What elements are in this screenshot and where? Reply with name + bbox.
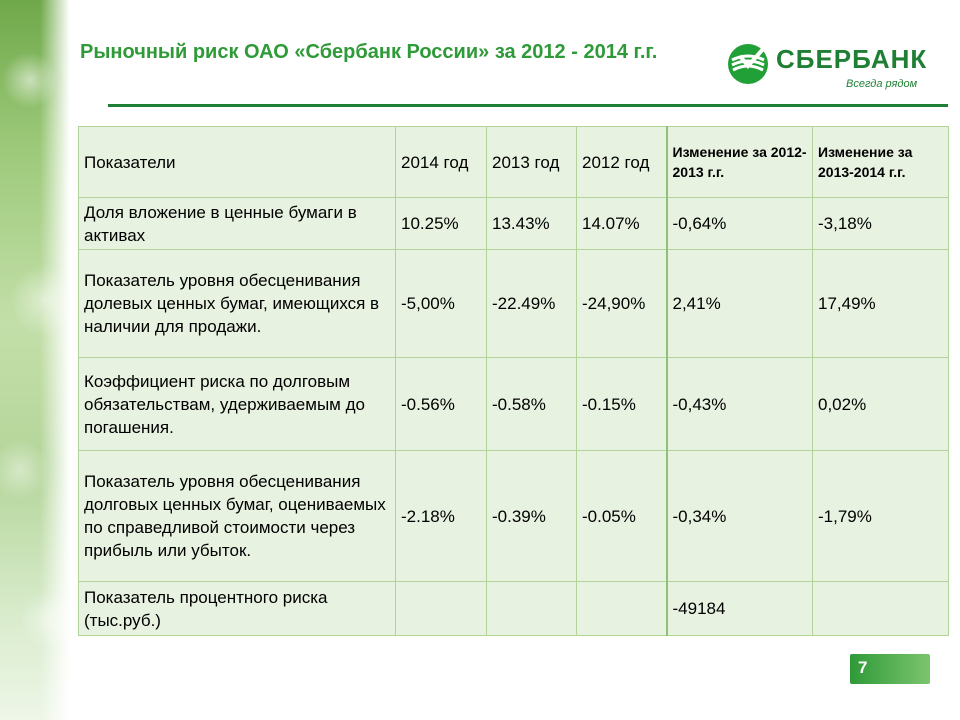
header-cell: Показатели (79, 127, 396, 198)
table-cell (487, 582, 577, 636)
table-cell: -0.56% (396, 358, 487, 451)
sberbank-logo (726, 36, 926, 96)
table-row (79, 451, 949, 582)
table-cell: 14.07% (577, 198, 667, 250)
table-cell: -0.05% (577, 451, 667, 582)
table-row (79, 582, 949, 636)
table-cell: 0,02% (813, 358, 949, 451)
table-cell: Показатель процентного риска (тыс.руб.) (79, 582, 396, 636)
table-cell: -22.49% (487, 250, 577, 358)
table-cell: Доля вложение в ценные бумаги в активах (79, 198, 396, 250)
logo-slogan: Всегда рядом (846, 78, 918, 90)
decorative-leaf-background (0, 0, 70, 720)
table-cell: 13.43% (487, 198, 577, 250)
market-risk-table (78, 126, 949, 636)
table-cell: -0,34% (667, 451, 813, 582)
table-row (79, 358, 949, 451)
table-cell: -5,00% (396, 250, 487, 358)
table-cell: Коэффициент риска по долговым обязательствам, удерживаемым до погашения. (79, 358, 396, 451)
table-row (79, 198, 949, 250)
header-cell: Изменение за 2013-2014 г.г. (813, 127, 949, 198)
header-cell: Изменение за 2012-2013 г.г. (667, 127, 813, 198)
table-cell: 2,41% (667, 250, 813, 358)
table-cell: -0,64% (667, 198, 813, 250)
header-cell: 2014 год (396, 127, 487, 198)
table-row (79, 250, 949, 358)
page-number-badge (850, 654, 930, 684)
page-title: Рыночный риск ОАО «Сбербанк России» за 2012 - 2014 г.г. (80, 41, 658, 63)
table-cell: -0.39% (487, 451, 577, 582)
table-cell: 10.25% (396, 198, 487, 250)
table-cell: -3,18% (813, 198, 949, 250)
table-cell (813, 582, 949, 636)
table-cell: -24,90% (577, 250, 667, 358)
header-cell: 2013 год (487, 127, 577, 198)
header-cell: 2012 год (577, 127, 667, 198)
table-cell: -0.15% (577, 358, 667, 451)
title-divider (108, 104, 948, 107)
table-cell: 17,49% (813, 250, 949, 358)
table-cell: -0,43% (667, 358, 813, 451)
table-cell (396, 582, 487, 636)
table-cell: -49184 (667, 582, 813, 636)
table-cell: -1,79% (813, 451, 949, 582)
table-header-row (79, 127, 949, 198)
sberbank-logo-icon (726, 42, 770, 86)
table-cell: -2.18% (396, 451, 487, 582)
logo-wordmark: СБЕРБАНК (776, 44, 928, 74)
table-cell: Показатель уровня обесценивания долевых ценных бумаг, имеющихся в наличии для продажи. (79, 250, 396, 358)
page-number: 7 (858, 658, 868, 677)
table-cell: Показатель уровня обесценивания долговых ценных бумаг, оцениваемых по справедливой стоимости через прибыль или убыток. (79, 451, 396, 582)
table-cell: -0.58% (487, 358, 577, 451)
table-cell (577, 582, 667, 636)
